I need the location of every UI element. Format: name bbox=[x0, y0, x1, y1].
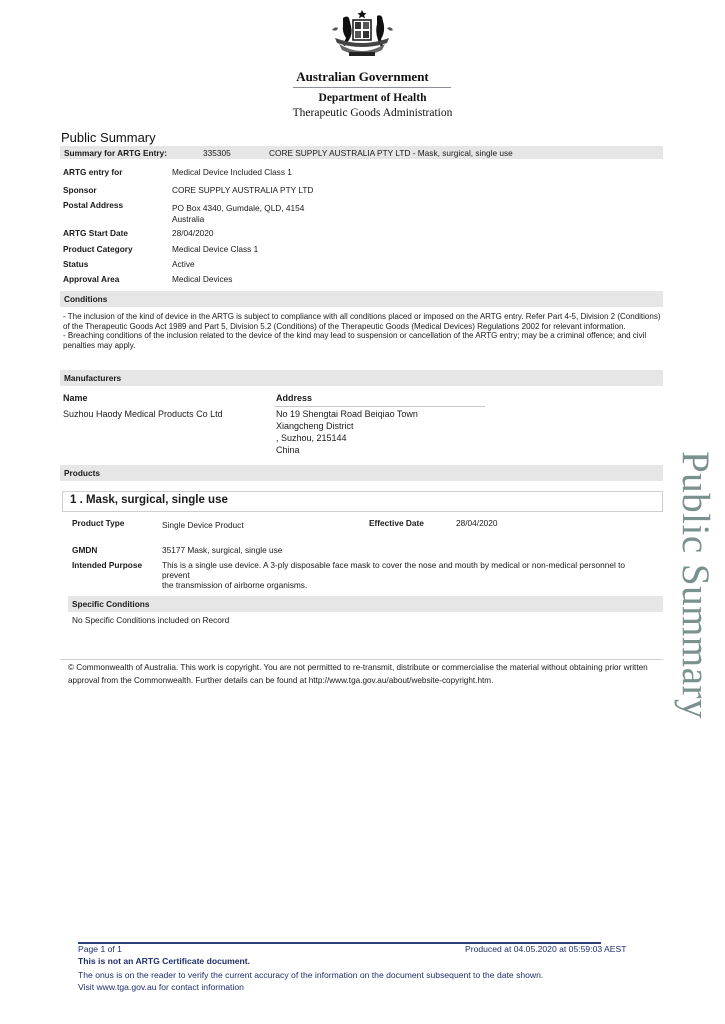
detail-value: PO Box 4340, Gumdale, QLD, 4154 Australia bbox=[172, 203, 305, 224]
header-divider bbox=[293, 87, 451, 88]
contact-info: Visit www.tga.gov.au for contact information bbox=[78, 982, 244, 992]
product-type-label: Product Type bbox=[72, 518, 125, 528]
detail-label: Approval Area bbox=[63, 274, 120, 284]
not-certificate-notice: This is not an ARTG Certificate document. bbox=[78, 956, 251, 966]
copyright-notice: © Commonwealth of Australia. This work is copyright. You are not permitted to re-transmit, distribute or commercialise the material without obtaining prior written approval from the Commonwealth. Further details can be found at http://www.tga.gov.au/about/website-copyright.htm. bbox=[68, 663, 648, 685]
manufacturer-name-header: Name bbox=[63, 393, 88, 403]
specific-conditions-value: No Specific Conditions included on Record bbox=[72, 615, 230, 625]
detail-label: Sponsor bbox=[63, 185, 97, 195]
detail-value: Medical Devices bbox=[172, 274, 233, 284]
produced-timestamp: Produced at 04.05.2020 at 05:59:03 AEST bbox=[465, 944, 627, 954]
onus-notice: The onus is on the reader to verify the current accuracy of the information on the document subsequent to the date shown. bbox=[78, 970, 544, 980]
gmdn-value: 35177 Mask, surgical, single use bbox=[162, 545, 283, 555]
conditions-text bbox=[63, 312, 663, 350]
detail-label: ARTG entry for bbox=[63, 167, 123, 177]
condition-line: - Breaching conditions of the inclusion related to the device of the kind may lead to suspension or cancellation of the ARTG entry; may be a criminal offence; and civil penalties may apply. bbox=[63, 331, 647, 350]
detail-label: Postal Address bbox=[63, 200, 124, 210]
summary-bar bbox=[60, 146, 663, 159]
detail-value: Medical Device Class 1 bbox=[172, 244, 259, 254]
detail-label: Status bbox=[63, 259, 89, 269]
address-divider bbox=[275, 406, 485, 407]
detail-label: ARTG Start Date bbox=[63, 228, 129, 238]
product-type-value: Single Device Product bbox=[162, 520, 244, 530]
detail-value: Active bbox=[172, 259, 195, 269]
condition-line: - The inclusion of the kind of device in the ARTG is subject to compliance with all conditions placed or imposed on the ARTG entry. Refer Part 4-5, Division 2 (Conditions) of the Therapeutic Goods Act 1989 and Part 5, Division 5.2 (Conditions) of the Therapeutic Goods (Medical Devices) Regulations 2002 for relevant information. bbox=[63, 312, 661, 331]
public-summary-watermark: Public Summary bbox=[674, 450, 717, 720]
department-title: Department of Health bbox=[318, 92, 427, 104]
effective-date-value: 28/04/2020 bbox=[456, 518, 498, 528]
manufacturer-name: Suzhou Haody Medical Products Co Ltd bbox=[63, 409, 223, 419]
gmdn-label: GMDN bbox=[72, 545, 98, 555]
page-number: Page 1 of 1 bbox=[78, 944, 122, 954]
agency-title: Therapeutic Goods Administration bbox=[292, 107, 453, 119]
entry-title: CORE SUPPLY AUSTRALIA PTY LTD - Mask, surgical, single use bbox=[269, 148, 513, 158]
government-title: Australian Government bbox=[296, 69, 429, 84]
detail-value: Medical Device Included Class 1 bbox=[172, 167, 292, 177]
intended-purpose-value: This is a single use device. A 3-ply disposable face mask to cover the nose and mouth by medical or non-medical personnel to prevent the transmission of airborne organisms. bbox=[162, 560, 626, 590]
detail-label: Product Category bbox=[63, 244, 133, 254]
products-header: Products bbox=[60, 465, 663, 481]
specific-conditions-header: Specific Conditions bbox=[68, 596, 663, 612]
copyright-divider bbox=[60, 659, 663, 660]
entry-number: 335305 bbox=[203, 148, 231, 158]
manufacturer-address-header: Address bbox=[276, 393, 313, 403]
page-title: Public Summary bbox=[61, 130, 156, 145]
detail-value: CORE SUPPLY AUSTRALIA PTY LTD bbox=[172, 185, 314, 195]
manufacturers-header: Manufacturers bbox=[60, 370, 663, 386]
manufacturer-address: No 19 Shengtai Road Beiqiao Town Xiangcheng District , Suzhou, 215144 China bbox=[276, 409, 418, 455]
conditions-header: Conditions bbox=[60, 291, 663, 307]
detail-value: 28/04/2020 bbox=[172, 228, 214, 238]
intended-purpose-label: Intended Purpose bbox=[72, 560, 143, 570]
coat-of-arms-icon bbox=[327, 8, 397, 66]
summary-label: Summary for ARTG Entry: bbox=[64, 148, 167, 158]
effective-date-label: Effective Date bbox=[369, 518, 424, 528]
product-title: 1 . Mask, surgical, single use bbox=[70, 494, 228, 506]
